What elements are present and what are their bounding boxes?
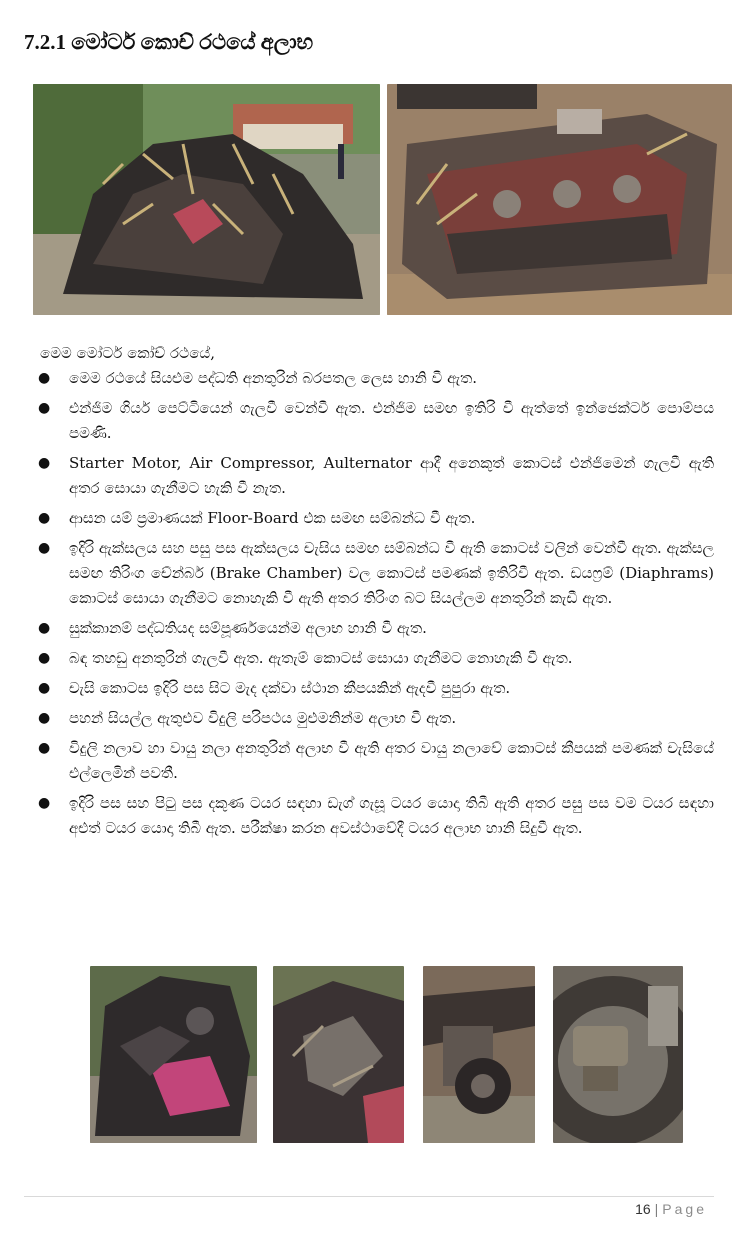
bullet-icon: ● [38, 370, 51, 386]
bullet-icon: ● [38, 680, 51, 696]
list-item: ● බඳ තහඩු අනතුරින් ගැලවී ඇත. ඇතැම් කොටස් සොයා ගැනීමට නොහැකි වී ඇත. [32, 646, 714, 671]
list-item: ● පහන් සියල්ල ඇතුළුව විදුලි පරිපථය මුළුමනින්ම අලාභ වී ඇත. [32, 706, 714, 731]
footer-separator: | [654, 1201, 659, 1217]
bullet-icon: ● [38, 400, 51, 416]
brake-chamber-photo [553, 966, 683, 1143]
list-item: ● සුක්කානම් පද්ධතියද සම්පූර්ණයෙන්ම අලාභ හානි වී ඇත. [32, 616, 714, 641]
intro-text: මෙම මෝටර් කෝච් රථයේ, [40, 344, 215, 362]
damage-list [32, 366, 714, 846]
list-item: ● මෙම රථයේ සියළුම පද්ධති අනතුරින් බරපතල ලෙස හානි වී ඇත. [32, 366, 714, 391]
wreckage-photo-2 [90, 966, 257, 1143]
list-item: ● විදුලි නලාව හා වායු නලා අනතුරින් අලාභ වී ඇති අතර වායු නලාවේ කොටස් කීපයක් පමණක් චැසියේ එල්ලෙමින් පවතී. [32, 736, 714, 786]
bullet-icon: ● [38, 740, 51, 756]
engine-photo [387, 84, 732, 315]
bullet-icon: ● [38, 650, 51, 666]
footer-divider [24, 1196, 714, 1197]
list-item: ● ඉදිරි පස සහ පිටු පස දකුණ ටයර සඳහා ඩැග් ගැසූ ටයර යොදා තිබී ඇති අතර පසු පස වම ටයර සඳහා අළුත් ටයර යොදා තිබී ඇත. පරීක්ෂා කරන අවස්ථාවේදී ටයර අලාභ හානි සිදුවී ඇත. [32, 791, 714, 841]
list-item: ● ඉදිරි ඇක්සලය සහ පසු පස ඇක්සලය චැසිය සමඟ සම්බන්ධ වී ඇති කොටස් වලින් වෙන්වී ඇත. ඇක්සල සමඟ තිරිංග චේන්බර් (Brake Chamber) වල කොටස් පමණක් ඉතිරිවී ඇත. ඩයෆ්‍රම් (Diaphrams) කොටස් සොයා ගැනීමට නොහැකි වී ඇති අතර තිරිංග බට සියල්ලම අනතුරින් කැඩී ඇත. [32, 536, 714, 611]
section-heading: 7.2.1 මෝටර් කොච් රථයේ අලාභ [24, 30, 314, 54]
bullet-icon: ● [38, 620, 51, 636]
wreckage-photo-3 [273, 966, 404, 1143]
bullet-icon: ● [38, 510, 51, 526]
bullet-icon: ● [38, 455, 51, 471]
page-number: 16 [635, 1201, 651, 1217]
page-label: Page [662, 1201, 707, 1217]
list-item: ● Starter Motor, Air Compressor, Aulternator ආදී අනෙකුත් කොටස් එන්ජිමෙන් ගැලවී ඇති අතර සොයා ගැනීමට හැකි වී නැත. [32, 451, 714, 501]
bullet-icon: ● [38, 795, 51, 811]
list-item: ● ආසන යම් ප්‍රමාණයක් Floor-Board එක සමඟ සම්බන්ධ වී ඇත. [32, 506, 714, 531]
axle-photo [423, 966, 535, 1143]
bullet-icon: ● [38, 710, 51, 726]
list-item: ● චැසි කොටස ඉදිරි පස සිට මැද දක්වා ස්ථාන කීපයකින් ඇදවී පුපුරා ඇත. [32, 676, 714, 701]
bullet-icon: ● [38, 540, 51, 556]
wreckage-photo-1 [33, 84, 380, 315]
list-item: ● එන්ජිම ගියර් පෙට්ටියෙන් ගැලවී වෙන්වී ඇත. එන්ජිම සමඟ ඉතිරි වී ඇත්තේ ඉන්ජෙක්ටර් පොම්පය පමණි. [32, 396, 714, 446]
page-footer [635, 1201, 707, 1217]
